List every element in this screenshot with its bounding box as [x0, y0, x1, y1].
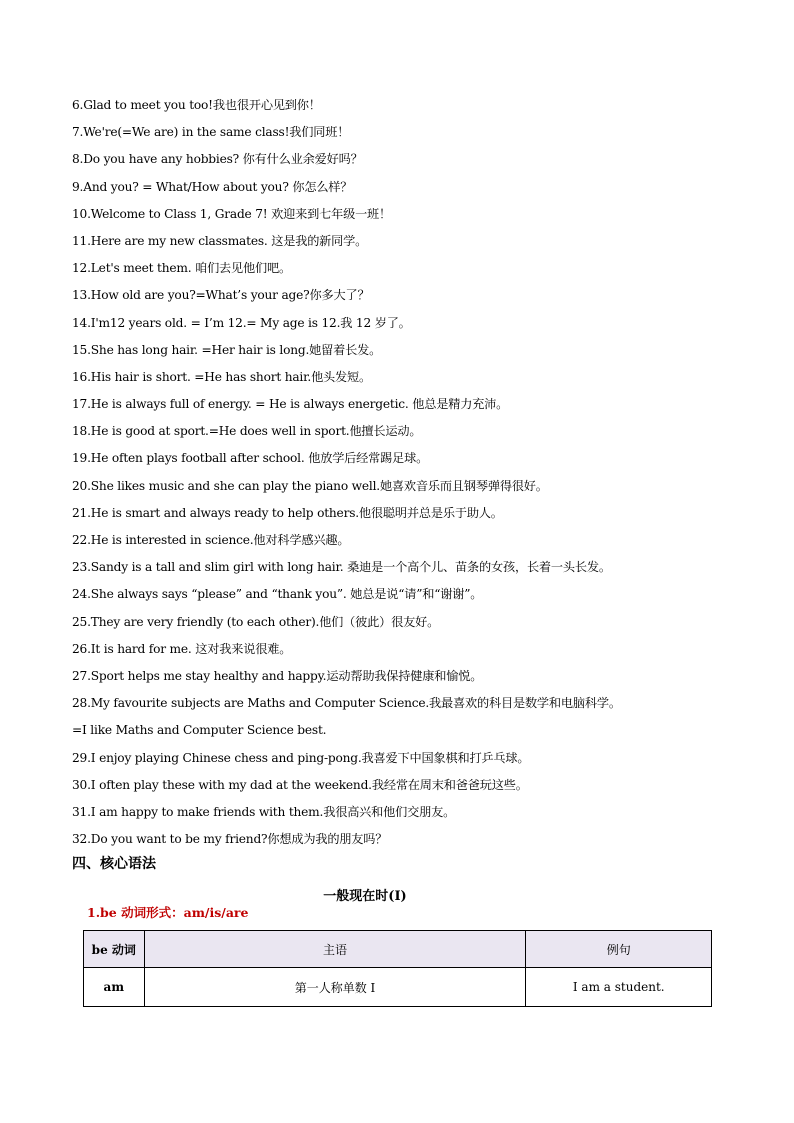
table-header-row — [84, 931, 712, 968]
header-be-verb: be 动词 — [84, 931, 145, 968]
sentence-line: 8.Do you have any hobbies? 你有什么业余爱好吗？ — [72, 152, 363, 167]
grammar-title: 一般现在时(I) — [323, 889, 407, 904]
sentence-line: 23.Sandy is a tall and slim girl with long hair. 桑迪是一个高个儿、苗条的女孩，长着一头长发。 — [72, 560, 611, 575]
header-example: 例句 — [526, 931, 712, 968]
sentence-line: 21.He is smart and always ready to help others.他很聪明并总是乐于助人。 — [72, 505, 503, 520]
sentence-line: 16.His hair is short. =He has short hair.他头发短。 — [72, 369, 372, 384]
sentence-line: 17.He is always full of energy. = He is always energetic. 他总是精力充沛。 — [72, 397, 509, 412]
sentence-line: 19.He often plays football after school. 他放学后经常踢足球。 — [72, 451, 429, 466]
sentence-line: 13.How old are you?=What’s your age?你多大了？ — [72, 288, 370, 303]
sentence-line: =I like Maths and Computer Science best. — [72, 723, 327, 738]
sentence-line: 12.Let's meet them. 咱们去见他们吧。 — [72, 261, 291, 276]
cell-subject: 第一人称单数 I — [144, 968, 526, 1007]
sentence-line: 28.My favourite subjects are Maths and Computer Science.我最喜欢的科目是数学和电脑科学。 — [72, 696, 621, 711]
sentence-line: 31.I am happy to make friends with them.我很高兴和他们交朋友。 — [72, 804, 456, 819]
be-verb-table — [83, 930, 712, 1007]
sentence-line: 27.Sport helps me stay healthy and happy.运动帮助我保持健康和愉悦。 — [72, 668, 483, 683]
section-heading: 四、核心语法 — [72, 856, 156, 872]
sentence-line: 15.She has long hair. =Her hair is long.她留着长发。 — [72, 342, 382, 357]
grammar-subheading: 1.be 动词形式：am/is/are — [87, 905, 249, 920]
sentence-line: 6.Glad to meet you too!我也很开心见到你！ — [72, 98, 321, 112]
table-row — [84, 968, 712, 1007]
sentence-line: 30.I often play these with my dad at the weekend.我经常在周末和爸爸玩这些。 — [72, 777, 528, 792]
sentence-line: 9.And you? = What/How about you? 你怎么样？ — [72, 179, 353, 194]
sentence-line: 14.I'm12 years old. = I’m 12.= My age is 12.我 12 岁了。 — [72, 315, 411, 330]
sentence-line: 7.We're(=We are) in the same class!我们同班！ — [72, 125, 350, 140]
sentence-line: 26.It is hard for me. 这对我来说很难。 — [72, 641, 292, 656]
sentence-line: 29.I enjoy playing Chinese chess and ping-pong.我喜爱下中国象棋和打乒乓球。 — [72, 750, 530, 765]
sentence-line: 32.Do you want to be my friend?你想成为我的朋友吗？ — [72, 832, 388, 847]
cell-example: I am a student. — [526, 968, 712, 1007]
sentence-line: 25.They are very friendly (to each other).他们（彼此）很友好。 — [72, 614, 440, 629]
sentence-line: 10.Welcome to Class 1, Grade 7! 欢迎来到七年级一班！ — [72, 206, 392, 221]
sentence-line: 11.Here are my new classmates. 这是我的新同学。 — [72, 233, 368, 248]
cell-verb: am — [84, 968, 145, 1007]
header-subject: 主语 — [144, 931, 526, 968]
sentence-line: 20.She likes music and she can play the piano well.她喜欢音乐而且钢琴弹得很好。 — [72, 478, 548, 493]
sentence-line: 18.He is good at sport.=He does well in sport.他擅长运动。 — [72, 424, 422, 439]
sentence-line: 24.She always says “please” and “thank you”. 她总是说“请”和“谢谢”。 — [72, 587, 483, 602]
sentence-line: 22.He is interested in science.他对科学感兴趣。 — [72, 533, 350, 547]
sentence-list — [72, 92, 752, 853]
